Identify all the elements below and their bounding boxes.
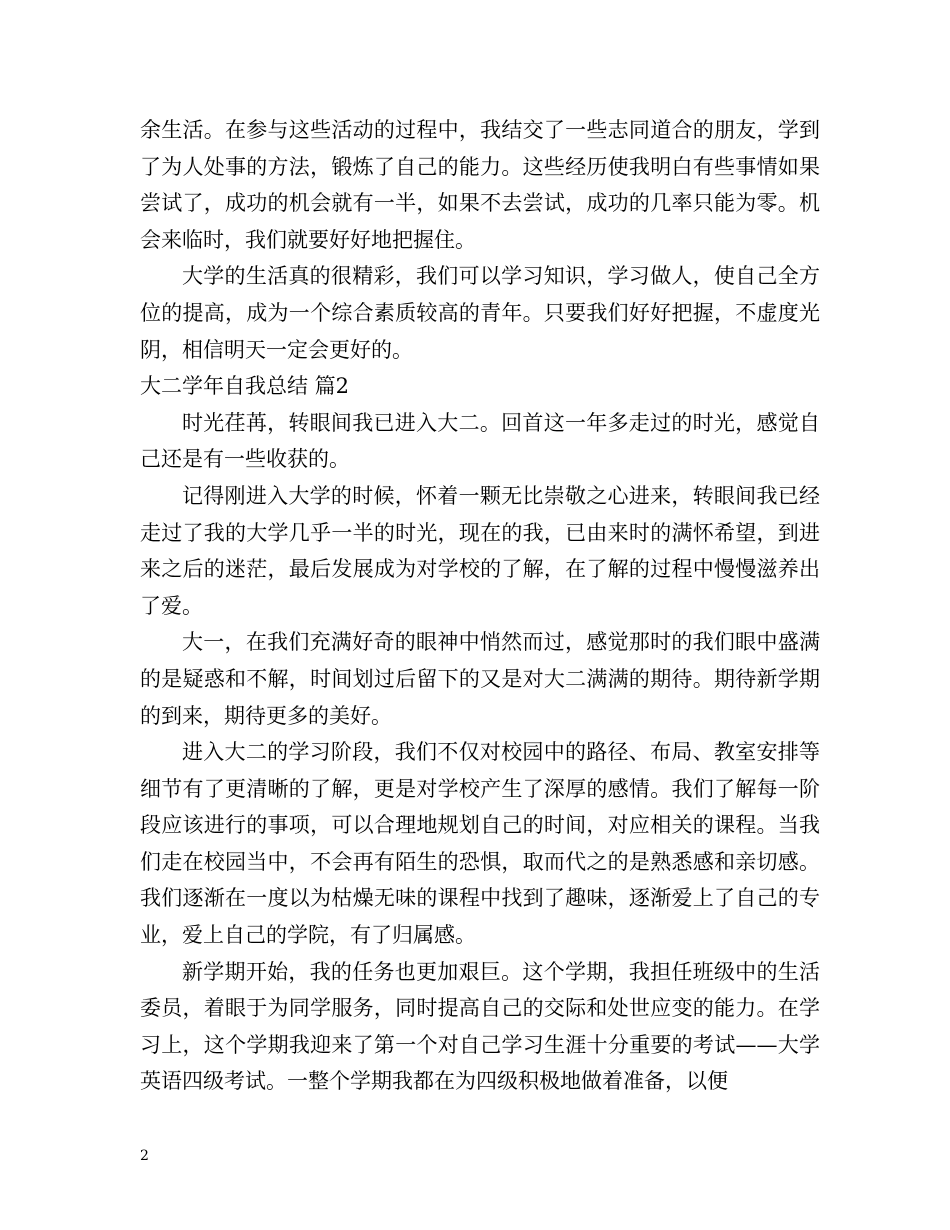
paragraph: 大学的生活真的很精彩，我们可以学习知识，学习做人，使自己全方位的提高，成为一个综合素质较高的青年。只要我们好好把握，不虚度光阴，相信明天一定会更好的。 — [140, 264, 820, 362]
paragraph: 大一，在我们充满好奇的眼神中悄然而过，感觉那时的我们眼中盛满的是疑惑和不解，时间划过后留下的又是对大二满满的期待。期待新学期的到来，期待更多的美好。 — [140, 630, 820, 728]
paragraph: 进入大二的学习阶段，我们不仅对校园中的路径、布局、教室安排等细节有了更清晰的了解，更是对学校产生了深厚的感情。我们了解每一阶段应该进行的事项，可以合理地规划自己的时间，对应相关的课程。当我们走在校园当中，不会再有陌生的恐惧，取而代之的是熟悉感和亲切感。我们逐渐在一度以为枯燥无味的课程中找到了趣味，逐渐爱上了自己的专业，爱上自己的学院，有了归属感。 — [140, 740, 820, 948]
paragraph: 记得刚进入大学的时候，怀着一颗无比崇敬之心进来，转眼间我已经走过了我的大学几乎一半的时光，现在的我，已由来时的满怀希望，到进来之后的迷茫，最后发展成为对学校的了解，在了解的过程中慢慢滋养出了爱。 — [140, 483, 820, 618]
paragraph: 余生活。在参与这些活动的过程中，我结交了一些志同道合的朋友，学到了为人处事的方法，锻炼了自己的能力。这些经历使我明白有些事情如果尝试了，成功的机会就有一半，如果不去尝试，成功的几率只能为零。机会来临时，我们就要好好地把握住。 — [140, 118, 820, 252]
document-body — [140, 112, 820, 1100]
paragraph: 新学期开始，我的任务也更加艰巨。这个学期，我担任班级中的生活委员，着眼于为同学服务，同时提高自己的交际和处世应变的能力。在学习上，这个学期我迎来了第一个对自己学习生涯十分重要的考试——大学英语四级考试。一整个学期我都在为四级积极地做着准备，以便 — [140, 959, 820, 1094]
paragraph: 时光荏苒，转眼间我已进入大二。回首这一年多走过的时光，感觉自己还是有一些收获的。 — [140, 410, 820, 472]
page-number: 2 — [140, 1148, 149, 1164]
section-heading: 大二学年自我总结 篇2 — [140, 374, 350, 399]
